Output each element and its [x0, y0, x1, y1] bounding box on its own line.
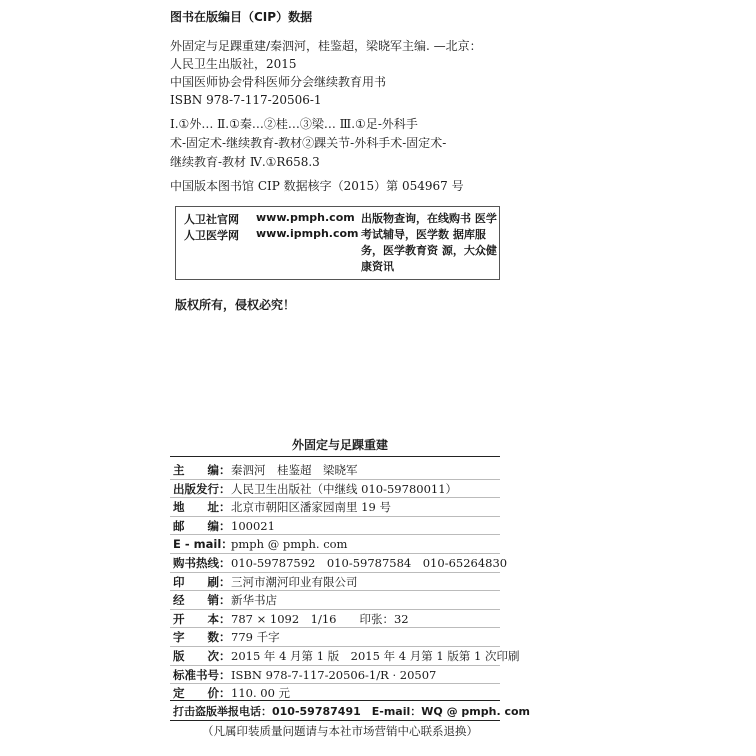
info-label: 经 销：	[173, 593, 231, 608]
info-row	[173, 535, 347, 553]
info-value: 787 × 1092 1/16 印张：32	[231, 611, 409, 626]
info-value: 779 千字	[231, 630, 280, 645]
info-row	[173, 554, 507, 572]
info-row	[173, 628, 280, 646]
piracy-hotline: 打击盗版举报电话：010-59787491 E-mail：WQ @ pmph. com	[173, 705, 530, 718]
cip-number: 中国版本图书馆 CIP 数据核字（2015）第 054967 号	[170, 179, 464, 193]
info-row	[173, 573, 358, 591]
info-label: 定 价：	[173, 686, 231, 701]
cip-line: 术-固定术-继续教育-教材②踝关节-外科手术-固定术-	[170, 136, 447, 150]
info-label: 标准书号：	[173, 667, 231, 682]
info-label: 版 次：	[173, 649, 231, 663]
site-name: 人卫医学网	[184, 229, 239, 242]
site-url[interactable]: www.pmph.com	[256, 211, 355, 224]
info-row	[173, 461, 358, 479]
info-value: 100021	[231, 518, 275, 533]
info-value: 三河市潮河印业有限公司	[231, 574, 358, 589]
site-url[interactable]: www.ipmph.com	[256, 227, 359, 240]
info-label: 邮 编：	[173, 518, 231, 533]
info-label: 出版发行：	[173, 481, 231, 496]
info-label: 主 编：	[173, 463, 231, 477]
info-row	[173, 591, 277, 609]
cip-line: 人民卫生出版社，2015	[170, 57, 297, 71]
info-value: ISBN 978-7-117-20506-1/R · 20507	[231, 667, 437, 682]
info-value: 人民卫生出版社（中继线 010-59780011）	[231, 481, 458, 496]
cip-line: 中国医师协会骨科医师分会继续教育用书	[170, 75, 387, 89]
info-value: 秦泗河 桂鉴超 梁晓军	[231, 463, 358, 477]
info-label: 地 址：	[173, 500, 231, 515]
info-row	[173, 666, 436, 684]
website-box	[175, 206, 500, 280]
info-value: 新华书店	[231, 593, 277, 608]
divider	[170, 456, 500, 457]
info-value: 010-59787592 010-59787584 010-65264830	[231, 556, 508, 570]
info-row	[173, 498, 391, 516]
site-name: 人卫社官网	[184, 213, 239, 226]
divider	[170, 720, 500, 721]
divider	[170, 700, 500, 701]
cip-line: ISBN 978-7-117-20506-1	[170, 93, 322, 107]
info-row	[173, 480, 457, 498]
info-value: 北京市朝阳区潘家园南里 19 号	[231, 500, 391, 515]
info-label: 购书热线：	[173, 556, 231, 570]
copyright-notice: 版权所有，侵权必究！	[175, 298, 296, 312]
info-row	[173, 647, 519, 665]
cip-line: Ⅰ.①外… Ⅱ.①秦…②桂…③梁… Ⅲ.①足-外科手	[170, 117, 418, 131]
info-row	[173, 610, 409, 628]
cip-line: 外固定与足踝重建/秦泗河，桂鉴超，梁晓军主编. —北京：	[170, 39, 482, 53]
info-value: 110. 00 元	[231, 686, 291, 701]
info-row	[173, 517, 275, 535]
copyright-page	[170, 0, 586, 756]
info-label: 字 数：	[173, 630, 231, 645]
return-notice: （凡属印装质量问题请与本社市场营销中心联系退换）	[202, 724, 478, 738]
book-title: 外固定与足踝重建	[291, 438, 388, 452]
info-value: pmph @ pmph. com	[231, 537, 348, 552]
info-label: 印 刷：	[173, 574, 231, 589]
cip-heading: 图书在版编目（CIP）数据	[170, 10, 313, 24]
info-label: 开 本：	[173, 611, 231, 626]
cip-line: 继续教育-教材 Ⅳ.①R658.3	[170, 155, 320, 169]
info-value: 2015 年 4 月第 1 版 2015 年 4 月第 1 版第 1 次印刷	[231, 649, 520, 663]
site-description: 出版物查询，在线购书 医学考试辅导，医学数 据库服务，医学教育资 源，大众健康资讯	[361, 212, 497, 273]
info-label: E - mail：	[173, 537, 233, 552]
